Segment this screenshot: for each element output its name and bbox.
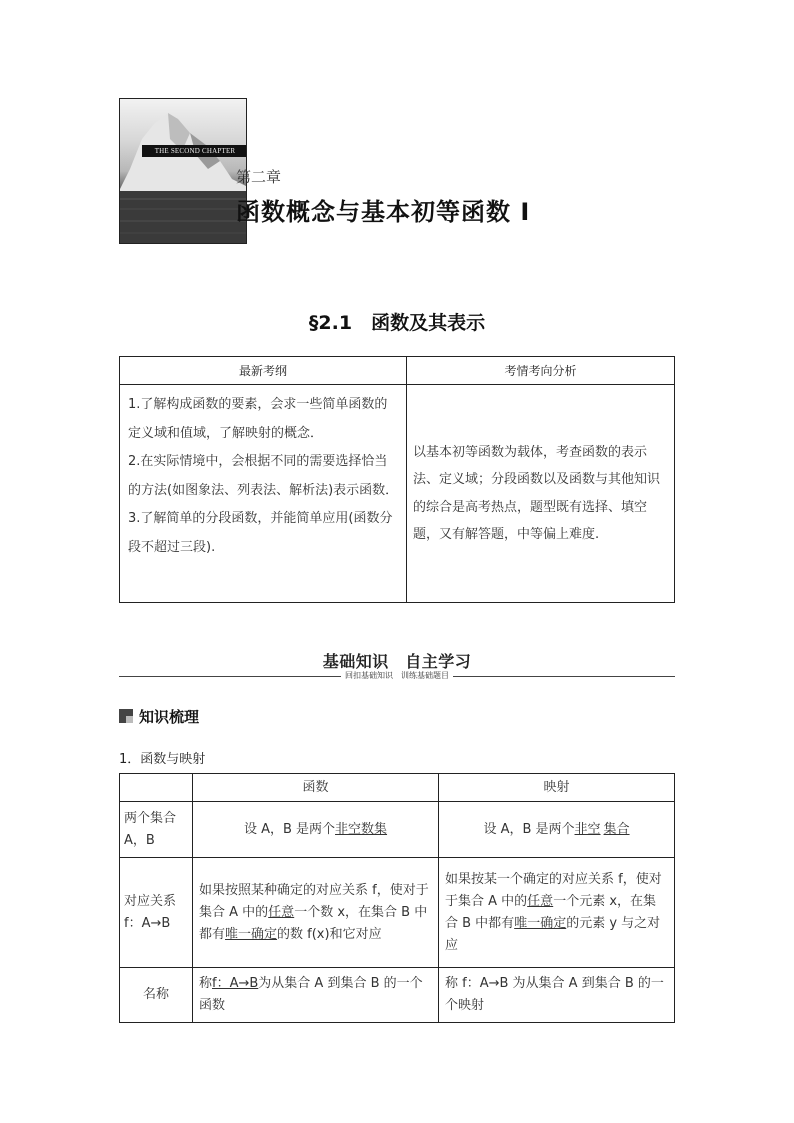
- syllabus-item: 3.了解简单的分段函数，并能简单应用(函数分段不超过三段).: [128, 511, 393, 555]
- syllabus-table: [119, 356, 675, 603]
- syllabus-cell: [120, 385, 407, 603]
- col-header-mapping: 映射: [439, 774, 675, 802]
- underlined-term: 非空: [574, 821, 601, 837]
- underlined-term: 任意: [268, 904, 295, 920]
- analysis-header: 考情考向分析: [407, 357, 675, 385]
- corner-cell: [120, 774, 193, 802]
- cell-text: 一个数 x，在集合 B 中都有: [199, 904, 428, 942]
- row-head-sets: [120, 802, 193, 858]
- iceberg-illustration: [120, 99, 247, 244]
- chapter-cover-image: [119, 98, 247, 244]
- chapter-title: 函数概念与基本初等函数 I: [236, 198, 531, 226]
- sets-mapping-cell: [439, 802, 675, 858]
- syllabus-item: 2.在实际情境中，会根据不同的需要选择恰当的方法(如图象法、列表法、解析法)表示函数．: [128, 454, 399, 498]
- function-mapping-table: [119, 773, 675, 1023]
- item-heading: 1．函数与映射: [119, 752, 206, 767]
- row-head-line: A，B: [124, 832, 155, 848]
- underlined-term: 集合: [603, 821, 630, 837]
- chapter-band-text: THE SECOND CHAPTER: [142, 145, 247, 157]
- name-function-cell: [193, 968, 439, 1023]
- row-head-line: 两个集合: [124, 810, 177, 826]
- underlined-term: f：A→B: [212, 976, 259, 991]
- banner-title: 基础知识 自主学习: [322, 652, 472, 671]
- sets-function-cell: [193, 802, 439, 858]
- syllabus-header: 最新考纲: [120, 357, 407, 385]
- underlined-term: 唯一确定: [225, 926, 278, 942]
- underlined-term: 任意: [527, 893, 554, 909]
- banner-subtitle: 回扣基础知识 训练基础题目: [341, 671, 453, 680]
- analysis-cell: 以基本初等函数为载体，考查函数的表示法、定义域；分段函数以及函数与其他知识的综合是高考热点，题型既有选择、填空题，又有解答题，中等偏上难度.: [407, 385, 675, 603]
- name-mapping-cell: 称 f：A→B 为从集合 A 到集合 B 的一个映射: [439, 968, 675, 1023]
- col-header-function: 函数: [193, 774, 439, 802]
- section-title: §2.1 函数及其表示: [308, 312, 486, 334]
- cell-text: 设 A，B 是两个: [243, 821, 336, 837]
- relation-function-cell: [193, 858, 439, 968]
- underlined-term: 唯一确定: [514, 915, 567, 931]
- cell-text: 一个元素 x，在集合 B 中都有: [445, 893, 657, 931]
- row-head-line: f：A→B: [124, 915, 171, 931]
- row-head-line: 对应关系: [124, 893, 177, 909]
- section-marker-icon: [119, 709, 133, 723]
- underlined-term: 非空数集: [335, 821, 388, 837]
- cell-text: 为从集合 A 到集合 B 的一个函数: [199, 976, 423, 1013]
- cell-text: 如果按照某种确定的对应关系 f，使对于集合 A 中的: [199, 882, 429, 920]
- cell-text: 的元素 y 与之对应: [445, 915, 661, 953]
- knowledge-title: 知识梳理: [139, 708, 200, 726]
- chapter-subtitle: 第二章: [236, 168, 282, 186]
- syllabus-item: 1.了解构成函数的要素，会求一些简单函数的定义域和值域，了解映射的概念．: [128, 397, 388, 441]
- cell-text: 如果按某一个确定的对应关系 f，使对于集合 A 中的: [445, 871, 662, 909]
- relation-mapping-cell: [439, 858, 675, 968]
- row-head-relation: [120, 858, 193, 968]
- cell-text: 的数 f(x)和它对应: [277, 926, 382, 942]
- cell-text: 称: [199, 976, 213, 991]
- row-head-name: 名称: [120, 968, 193, 1023]
- banner-subtitle-wrap: [0, 670, 794, 681]
- cell-text: 设 A，B 是两个: [483, 821, 575, 837]
